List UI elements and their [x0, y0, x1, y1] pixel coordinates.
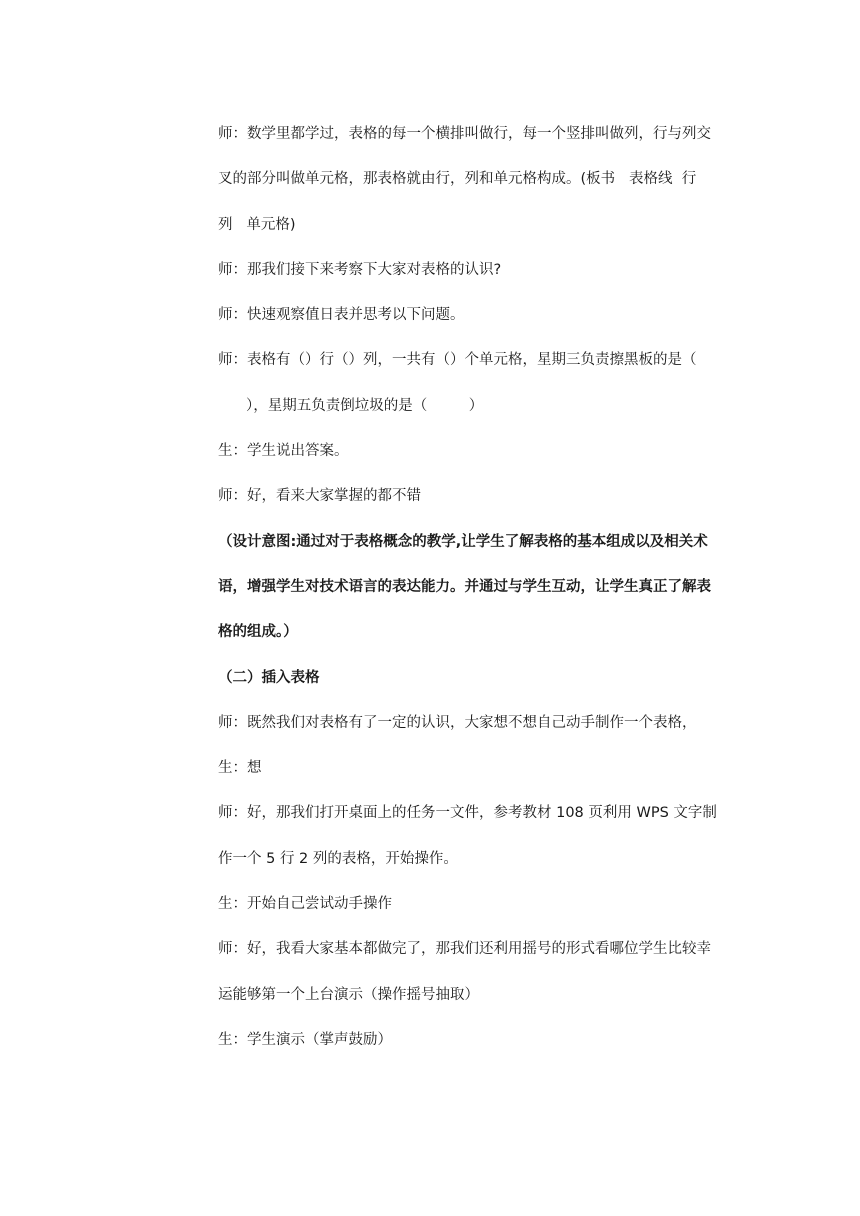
text-line: 生：想 [218, 760, 262, 777]
document-body [218, 112, 738, 1063]
text-line: 生：学生演示（掌声鼓励） [218, 1031, 392, 1048]
text-line: 师：好，那我们打开桌面上的任务一文件，参考教材 108 页利用 WPS 文字制 [218, 805, 717, 822]
text-line: 运能够第一个上台演示（操作摇号抽取） [218, 986, 479, 1003]
design-intent-line: 语，增强学生对技术语言的表达能力。并通过与学生互动，让学生真正了解表 [218, 578, 711, 595]
text-line: 生：开始自己尝试动手操作 [218, 896, 392, 913]
text-line: ），星期五负责倒垃圾的是（ ） [246, 397, 484, 414]
text-line: 列 单元格) [218, 216, 296, 233]
design-intent-line: （设计意图:通过对于表格概念的教学,让学生了解表格的基本组成以及相关术 [218, 533, 708, 550]
text-line: 师：既然我们对表格有了一定的认识，大家想不想自己动手制作一个表格， [218, 714, 697, 731]
text-line: 生：学生说出答案。 [218, 443, 349, 460]
text-line: 师：表格有（）行（）列，一共有（）个单元格，星期三负责擦黑板的是（ [218, 352, 697, 369]
text-line: 师：好，我看大家基本都做完了，那我们还利用摇号的形式看哪位学生比较幸 [218, 941, 711, 958]
text-line: 师：那我们接下来考察下大家对表格的认识? [218, 261, 502, 278]
design-intent-line: 格的组成。） [218, 624, 298, 641]
section-heading: （二）插入表格 [218, 669, 320, 686]
text-line: 师：好，看来大家掌握的都不错 [218, 488, 421, 505]
text-line: 作一个 5 行 2 列的表格，开始操作。 [218, 850, 458, 867]
text-line: 师：数学里都学过，表格的每一个横排叫做行，每一个竖排叫做列，行与列交 [218, 126, 711, 142]
text-line: 叉的部分叫做单元格，那表格就由行，列和单元格构成。(板书 表格线 行 [218, 171, 697, 188]
text-line: 师：快速观察值日表并思考以下问题。 [218, 307, 465, 324]
